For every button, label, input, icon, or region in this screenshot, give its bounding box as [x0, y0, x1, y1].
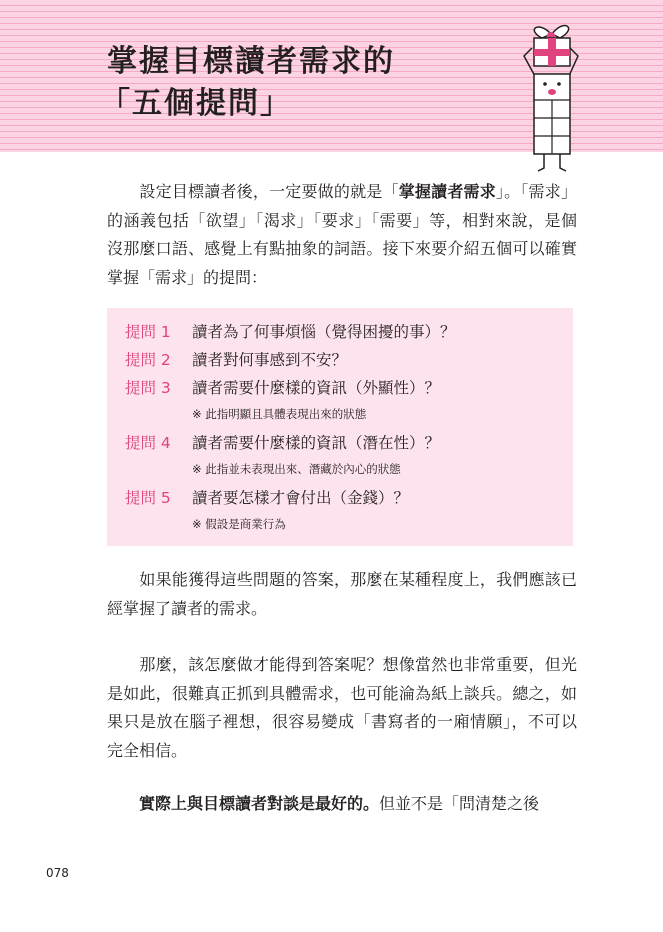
question-2: 提問 2 讀者對何事感到不安？: [125, 351, 348, 369]
page-title-line1: 掌握目標讀者需求的: [107, 44, 395, 79]
question-5-note: ※ 假設是商業行為: [192, 517, 286, 531]
page-number: 078: [46, 866, 69, 880]
question-5: 提問 5 讀者要怎樣才會付出（金錢）？: [125, 489, 410, 507]
intro-paragraph: 設定目標讀者後，一定要做的就是「掌握讀者需求」。「需求」的涵義包括「欲望」「渴求」「要求」「需要」等，相對來說，是個沒那麼口語、感覺上有點抽象的詞語。接下來要介紹五個可以確實掌握「需求」的提問：: [107, 182, 577, 287]
body-paragraph-2: 如果能獲得這些問題的答案，那麼在某種程度上，我們應該已經掌握了讀者的需求。: [107, 570, 577, 618]
question-1: 提問 1 讀者為了何事煩惱（覺得困擾的事）？: [125, 323, 456, 341]
questions-box: [107, 308, 573, 546]
body-paragraph-3: 那麼，該怎麼做才能得到答案呢？想像當然也非常重要，但光是如此，很難真正抓到具體需求，也可能淪為紙上談兵。總之，如果只是放在腦子裡想，很容易變成「書寫者的一廂情願」，不可以完全相信。: [107, 655, 577, 760]
page-title-line2: 「五個提問」: [100, 86, 292, 121]
question-3: 提問 3 讀者需要什麼樣的資訊（外顯性）？: [125, 379, 441, 397]
question-4-note: ※ 此指並未表現出來、潛藏於內心的狀態: [192, 462, 401, 476]
key-term-bold: 掌握讀者需求: [398, 182, 496, 201]
body-paragraph-4: 實際上與目標讀者對談是最好的。但並不是「問清楚之後: [107, 794, 540, 813]
question-4: 提問 4 讀者需要什麼樣的資訊（潛在性）？: [125, 434, 441, 452]
question-3-note: ※ 此指明顯且具體表現出來的狀態: [192, 407, 367, 421]
gift-box-mascot-illustration: [508, 16, 593, 176]
